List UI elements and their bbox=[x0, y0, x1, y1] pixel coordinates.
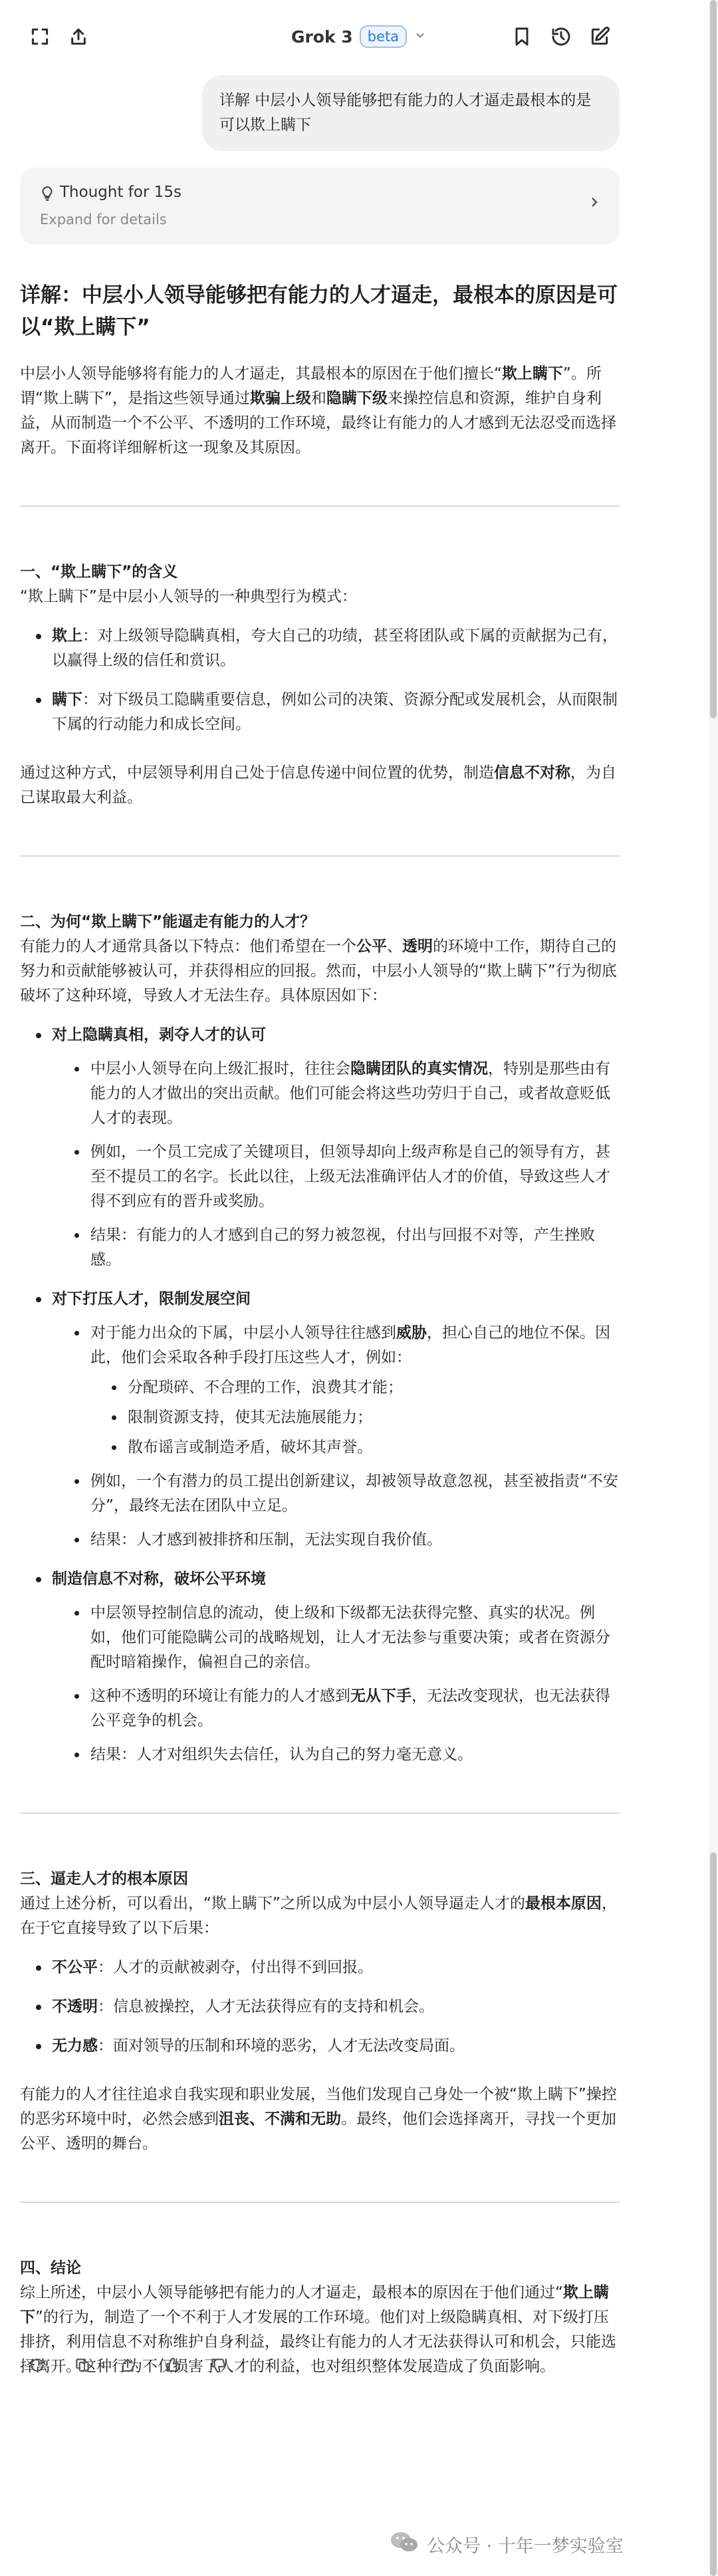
section-2-lead: 有能力的人才通常具备以下特点：他们希望在一个公平、透明的环境中工作，期待自己的努力和贡献能够被认可，并获得相应的回报。然而，中层小人领导的“欺上瞒下”行为彻底破坏了这种环境，导致人才无法生存。具体原因如下： bbox=[20, 938, 617, 1004]
list-item: 分配琐碎、不合理的工作，浪费其才能； bbox=[109, 1375, 620, 1400]
list-item: 制造信息不对称，破坏公平环境 中层领导控制信息的流动，使上级和下级都无法获得完整、真实的状况。例如，他们可能隐瞒公司的战略规划，让人才无法参与重要决策；或者在资源分配时暗箱操作，偏袒自己的亲信。 这种不透明的环境让有能力的人才感到无从下手，无法改变现状，也无法获得公平竞争的机会。 结果：人才对组织失去信任，认为自己的努力毫无意义。 bbox=[33, 1567, 620, 1767]
list-item: 欺上：对上级领导隐瞒真相，夸大自己的功绩，甚至将团队或下属的贡献据为己有，以赢得上级的信任和赏识。 bbox=[33, 624, 620, 673]
intro-paragraph: 中层小人领导能够将有能力的人才逼走，其最根本的原因在于他们擅长“欺上瞒下”。所谓“欺上瞒下”，是指这些领导通过欺骗上级和隐瞒下级来操控信息和资源，维护自身利益，从而制造一个不公平、不透明的工作环境，最终让有能力的人才感到无法忍受而选择离开。下面将详细解析这一现象及其原因。 bbox=[20, 365, 616, 456]
section-3-list bbox=[20, 1955, 620, 2059]
response-title: 详解：中层小人领导能够把有能力的人才逼走，最根本的原因是可以“欺上瞒下” bbox=[20, 283, 618, 339]
user-message: 详解 中层小人领导能够把有能力的人才逼走最根本的是可以欺上瞒下 bbox=[202, 75, 620, 151]
list-item: 对上隐瞒真相，剥夺人才的认可 中层小人领导在向上级汇报时，往往会隐瞒团队的真实情况，特别是那些由有能力的人才做出的突出贡献。他们可能会将这些功劳归于自己，或者故意贬低人才的表现。 例如，一个员工完成了关键项目，但领导却向上级声称是自己的领导有方，甚至不提员工的名字。长此以往，上级无法准确评估人才的价值，导致这些人才得不到应有的晋升或奖励。 结果：有能力的人才感到自己的努力被忽视，付出与回报不对等，产生挫败感。 bbox=[33, 1023, 620, 1272]
section-2-heading: 二、为何“欺上瞒下”能逼走有能力的人才？ bbox=[20, 913, 316, 930]
section-4-body: 综上所述，中层小人领导能够把有能力的人才逼走，最根本的原因在于他们通过“欺上瞒下”的行为，制造了一个不利于人才发展的工作环境。他们对上级隐瞒真相、对下级打压排挤，利用信息不对称维护自身利益，最终让有能力的人才无法获得认可和机会，只能选择离开。这种行为不仅损害了人才的利益，也对组织整体发展造成了负面影响。 bbox=[20, 2284, 616, 2375]
section-1-heading: 一、“欺上瞒下”的含义 bbox=[20, 563, 178, 581]
chevron-right-icon bbox=[586, 194, 602, 213]
scrollbar-thumb-top[interactable] bbox=[710, 0, 717, 718]
list-item: 散布谣言或制造矛盾，破坏其声誉。 bbox=[109, 1435, 620, 1460]
list-item: 对下打压人才，限制发展空间 对于能力出众的下属，中层小人领导往往感到威胁，担心自己的地位不保。因此，他们会采取各种手段打压这些人才，例如： 分配琐碎、不合理的工作，浪费其才能； 限制资源支持，使其无法施展能力； 散布谣言或制造矛盾，破坏其声誉。 例如，一个有潜力的员工提出创新建议，却被领导故意忽视，甚至被指责“不安分”，最终无法在团队中立足。 结果：人才感到被排挤和压制，无法实现自我价值。 bbox=[33, 1287, 620, 1552]
model-selector[interactable] bbox=[259, 23, 459, 51]
thumbs-down-icon[interactable] bbox=[206, 2353, 230, 2377]
list-item: 结果：有能力的人才感到自己的努力被忽视，付出与回报不对等，产生挫败感。 bbox=[72, 1223, 620, 1272]
list-item: 无力感：面对领导的压制和环境的恶劣，人才无法改变局面。 bbox=[33, 2034, 620, 2059]
share-icon[interactable] bbox=[64, 22, 93, 51]
copy-icon[interactable] bbox=[70, 2353, 94, 2377]
divider bbox=[20, 505, 620, 507]
assistant-response bbox=[20, 279, 620, 2379]
bookmark-icon[interactable] bbox=[507, 22, 537, 51]
list-item: 这种不透明的环境让有能力的人才感到无从下手，无法改变现状，也无法获得公平竞争的机会。 bbox=[72, 1684, 620, 1733]
edit-icon[interactable] bbox=[585, 22, 614, 51]
section-3-close: 有能力的人才往往追求自我实现和职业发展，当他们发现自己身处一个被“欺上瞒下”操控的恶劣环境中时，必然会感到沮丧、不满和无助。最终，他们会选择离开，寻找一个更加公平、透明的舞台。 bbox=[20, 2086, 617, 2152]
section-4-heading: 四、结论 bbox=[20, 2259, 81, 2277]
list-item: 中层小人领导在向上级汇报时，往往会隐瞒团队的真实情况，特别是那些由有能力的人才做出的突出贡献。他们可能会将这些功劳归于自己，或者故意贬低人才的表现。 bbox=[72, 1057, 620, 1131]
list-item: 例如，一个有潜力的员工提出创新建议，却被领导故意忽视，甚至被指责“不安分”，最终无法在团队中立足。 bbox=[72, 1469, 620, 1518]
regenerate-icon[interactable] bbox=[25, 2353, 49, 2377]
share-icon[interactable] bbox=[116, 2353, 140, 2377]
list-item: 瞒下：对下级员工隐瞒重要信息，例如公司的决策、资源分配或发展机会，从而限制下属的行动能力和成长空间。 bbox=[33, 688, 620, 737]
list-item: 中层领导控制信息的流动，使上级和下级都无法获得完整、真实的状况。例如，他们可能隐瞒公司的战略规划，让人才无法参与重要决策；或者在资源分配时暗箱操作，偏袒自己的亲信。 bbox=[72, 1601, 620, 1675]
scrollbar-track[interactable] bbox=[709, 0, 718, 2576]
scrollbar-thumb-bottom[interactable] bbox=[710, 1852, 717, 2576]
watermark bbox=[390, 2527, 624, 2561]
section-3-lead: 通过上述分析，可以看出，“欺上瞒下”之所以成为中层小人领导逼走人才的最根本原因，在于它直接导致了以下后果： bbox=[20, 1895, 617, 1937]
section-2-list bbox=[20, 1023, 620, 1767]
divider bbox=[20, 1812, 620, 1814]
list-item: 不透明：信息被操控，人才无法获得应有的支持和机会。 bbox=[33, 1995, 620, 2019]
wechat-icon bbox=[390, 2530, 419, 2559]
list-item: 限制资源支持，使其无法施展能力； bbox=[109, 1405, 620, 1430]
thought-panel[interactable] bbox=[20, 168, 620, 245]
thought-label: Thought for 15s bbox=[60, 184, 181, 201]
list-item: 对于能力出众的下属，中层小人领导往往感到威胁，担心自己的地位不保。因此，他们会采取各种手段打压这些人才，例如： 分配琐碎、不合理的工作，浪费其才能； 限制资源支持，使其无法施展能力； 散布谣言或制造矛盾，破坏其声誉。 bbox=[72, 1321, 620, 1460]
lightbulb-icon bbox=[39, 185, 59, 205]
list-item: 结果：人才对组织失去信任，认为自己的努力毫无意义。 bbox=[72, 1743, 620, 1767]
watermark-text: 公众号 · 十年一梦实验室 bbox=[427, 2535, 624, 2557]
model-title: Grok 3 bbox=[291, 27, 353, 47]
section-3-heading: 三、逼走人才的根本原因 bbox=[20, 1870, 188, 1888]
response-actions bbox=[25, 2353, 230, 2380]
chevron-down-icon bbox=[414, 29, 427, 45]
section-1-list bbox=[20, 624, 620, 737]
divider bbox=[20, 2202, 620, 2203]
thumbs-up-icon[interactable] bbox=[161, 2353, 185, 2377]
thought-expand-hint: Expand for details bbox=[40, 212, 167, 227]
divider bbox=[20, 855, 620, 857]
beta-badge: beta bbox=[360, 25, 407, 48]
list-item: 结果：人才感到被排挤和压制，无法实现自我价值。 bbox=[72, 1528, 620, 1552]
section-1-lead: “欺上瞒下”是中层小人领导的一种典型行为模式： bbox=[20, 588, 357, 605]
list-item: 例如，一个员工完成了关键项目，但领导却向上级声称是自己的领导有方，甚至不提员工的名字。长此以往，上级无法准确评估人才的价值，导致这些人才得不到应有的晋升或奖励。 bbox=[72, 1140, 620, 1214]
list-item: 不公平：人才的贡献被剥夺，付出得不到回报。 bbox=[33, 1955, 620, 1980]
section-1-close: 通过这种方式，中层领导利用自己处于信息传递中间位置的优势，制造信息不对称，为自己谋取最大利益。 bbox=[20, 764, 616, 806]
history-icon[interactable] bbox=[546, 22, 576, 51]
expand-icon[interactable] bbox=[25, 22, 55, 51]
top-bar bbox=[0, 0, 718, 73]
